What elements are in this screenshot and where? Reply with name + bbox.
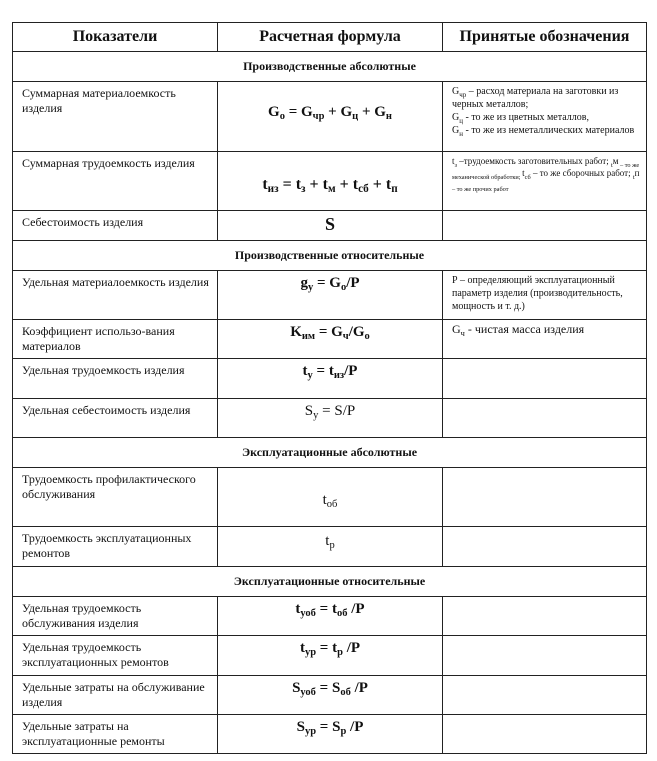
- indicator-cell: Удельная трудоемкость эксплуатационных ремонтов: [13, 636, 218, 676]
- table-row: [13, 399, 647, 438]
- formula-cell: $S_{ур} = S_р$ /P: [218, 715, 443, 754]
- section-row: [13, 567, 647, 597]
- header-indicators: Показатели: [13, 23, 218, 52]
- header-row: [13, 23, 647, 52]
- section-row: [13, 241, 647, 271]
- table-row: [13, 211, 647, 241]
- indicator-cell: Удельные затраты на эксплуатационные ремонты: [13, 715, 218, 754]
- table-row: [13, 676, 647, 715]
- indicator-cell: Трудоемкость эксплуатационных ремонтов: [13, 527, 218, 567]
- table-row: [13, 152, 647, 211]
- indicator-cell: Удельные затраты на обслуживание изделия: [13, 676, 218, 715]
- section-operational-relative: Эксплуатационные относительные: [13, 567, 647, 597]
- notation-cell: [443, 211, 647, 241]
- formula-cell: $g_у = G_о/P$: [218, 271, 443, 320]
- notation-cell: [443, 468, 647, 527]
- header-formula: Расчетная формула: [218, 23, 443, 52]
- indicator-cell: Удельная себестоимость изделия: [13, 399, 218, 438]
- indicator-cell: Удельная трудоемкость изделия: [13, 359, 218, 399]
- notation-cell: [443, 359, 647, 399]
- notation-cell: Р – определяющий эксплуатационный параметр изделия (производительность, мощность и т. д.): [443, 271, 647, 320]
- indicator-cell: Себестоимость изделия: [13, 211, 218, 241]
- header-notation: Принятые обозначения: [443, 23, 647, 52]
- indicators-table: [12, 22, 647, 754]
- indicator-cell: Трудоемкость профилактического обслуживания: [13, 468, 218, 527]
- table-row: [13, 527, 647, 567]
- notation-cell: $G_ч$ - чистая масса изделия: [443, 320, 647, 359]
- indicator-cell: Коэффициент использо-вания материалов: [13, 320, 218, 359]
- notation-cell: [443, 527, 647, 567]
- table-row: [13, 715, 647, 754]
- table-row: [13, 82, 647, 152]
- section-production-relative: Производственные относительные: [13, 241, 647, 271]
- notation-cell: $G_{чр}$ – расход материала на заготовки из черных металлов; $G_ц$ - то же из цветных металлов, $G_н$ - то же из неметаллических материалов: [443, 82, 647, 152]
- section-row: [13, 52, 647, 82]
- table-row: [13, 636, 647, 676]
- table-row: [13, 597, 647, 636]
- table-row: [13, 468, 647, 527]
- formula-cell: $t_р$: [218, 527, 443, 567]
- formula-cell: $t_{ур} = t_р$ /P: [218, 636, 443, 676]
- indicator-cell: Суммарная материалоемкость изделия: [13, 82, 218, 152]
- section-production-absolute: Производственные абсолютные: [13, 52, 647, 82]
- notation-cell: $t_з$ –трудоемкость заготовительных работ; $_t$м $_{- то же механической обработки;}$ $t_{сб}$ – то же сборочных работ; $_t$п $_{- то же прочих работ}$: [443, 152, 647, 211]
- formula-cell: $t_{из} = t_з + t_м + t_{сб} + t_п$: [218, 152, 443, 211]
- table-row: [13, 320, 647, 359]
- notation-cell: [443, 636, 647, 676]
- table-row: [13, 271, 647, 320]
- formula-cell: $S_у = S/P$: [218, 399, 443, 438]
- table-row: [13, 359, 647, 399]
- formula-cell: S: [218, 211, 443, 241]
- section-operational-absolute: Эксплуатационные абсолютные: [13, 438, 647, 468]
- section-row: [13, 438, 647, 468]
- indicator-cell: Удельная трудоемкость обслуживания изделия: [13, 597, 218, 636]
- formula-cell: $S_{уоб} = S_{об}$ /P: [218, 676, 443, 715]
- notation-cell: [443, 715, 647, 754]
- notation-cell: [443, 676, 647, 715]
- notation-cell: [443, 399, 647, 438]
- indicator-cell: Удельная материалоемкость изделия: [13, 271, 218, 320]
- indicator-cell: Суммарная трудоемкость изделия: [13, 152, 218, 211]
- notation-cell: [443, 597, 647, 636]
- formula-cell: $K_{им} = G_ч/G_о$: [218, 320, 443, 359]
- formula-cell: $G_о = G_{чр} + G_ц + G_н$: [218, 82, 443, 152]
- formula-cell: $t_у = t_{из}/P$: [218, 359, 443, 399]
- formula-cell: $t_{уоб} = t_{об}$ /P: [218, 597, 443, 636]
- formula-cell: $t_{об}$: [218, 468, 443, 527]
